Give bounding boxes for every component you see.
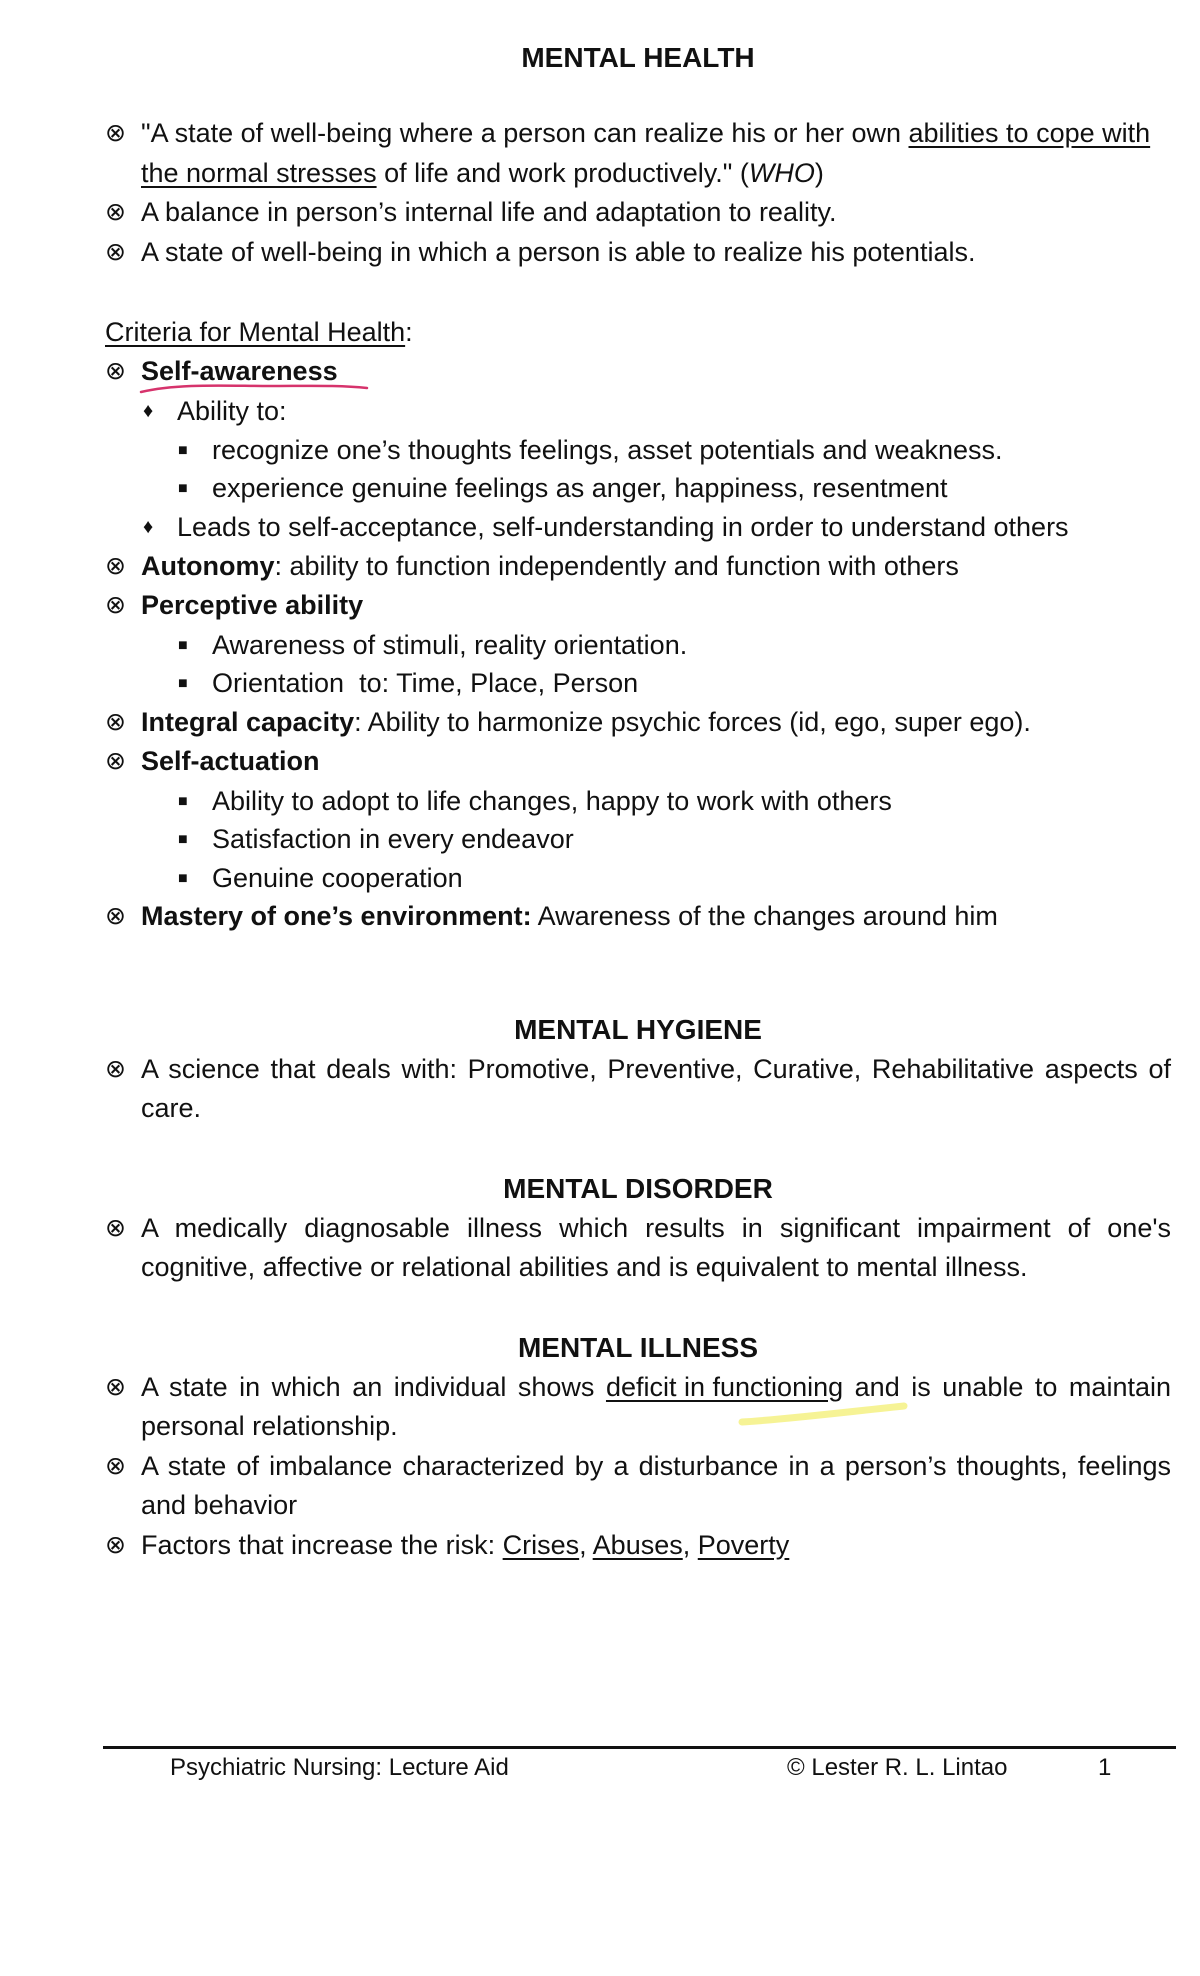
list-item: ■ Genuine cooperation [105, 859, 1171, 898]
mental-hygiene-definition: ⊗ A science that deals with: Promotive, Preventive, Curative, Rehabilitative aspects of care. [105, 1050, 1171, 1129]
list-item: ■ Satisfaction in every endeavor [105, 820, 1171, 859]
risk-factor: Abuses [592, 1529, 683, 1560]
document-page [105, 38, 1171, 1565]
square-bullet-icon: ■ [178, 636, 188, 654]
criterion-integral-capacity: ⊗ Integral capacity: Ability to harmonize psychic forces (id, ego, super ego). [105, 703, 1171, 743]
mental-illness-risk-factors: ⊗ Factors that increase the risk: Crises, Abuses, Poverty [105, 1526, 1171, 1566]
heading-mental-health: MENTAL HEALTH [521, 42, 755, 73]
square-bullet-icon: ■ [178, 675, 188, 692]
footer-rule [103, 1746, 1176, 1749]
circle-times-bullet-icon: ⊗ [105, 902, 126, 930]
footer-page-number: 1 [1098, 1754, 1112, 1781]
criterion-perceptive-ability: ⊗ Perceptive ability [105, 586, 1171, 626]
mental-health-definition-who: ⊗ "A state of well-being where a person can realize his or her own abilities to cope with the normal stresses of life and work productively." (WHO) [105, 114, 1171, 193]
criterion-self-awareness [105, 352, 1171, 392]
risk-factor: Crises [502, 1529, 580, 1560]
circle-times-bullet-icon: ⊗ [105, 119, 126, 147]
mental-illness-definition-deficit: ⊗ A state in which an individual shows deficit in functioning and is unable to maintain personal relationship. [105, 1368, 1171, 1447]
criterion-mastery: ⊗ Mastery of one’s environment: Awareness of the changes around him [105, 897, 1171, 937]
risk-factor: Poverty [697, 1529, 790, 1560]
mental-health-definition-balance: ⊗ A balance in person’s internal life and adaptation to reality. [105, 193, 1171, 233]
list-item: ■ Awareness of stimuli, reality orientation. [105, 626, 1171, 665]
circle-times-bullet-icon: ⊗ [105, 1451, 126, 1480]
heading-mental-disorder: MENTAL DISORDER [503, 1172, 773, 1204]
criterion-self-actuation: ⊗ Self-actuation [105, 742, 1171, 782]
mental-disorder-definition: ⊗ A medically diagnosable illness which results in significant impairment of one's cognitive, affective or relational abilities and is equivalent to mental illness. [105, 1209, 1171, 1288]
circle-times-bullet-icon: ⊗ [105, 707, 126, 736]
criterion-autonomy: ⊗ Autonomy: ability to function independently and function with others [105, 547, 1171, 587]
list-item: ■ Orientation to: Time, Place, Person [105, 664, 1171, 703]
square-bullet-icon: ■ [178, 480, 188, 497]
circle-times-bullet-icon: ⊗ [105, 237, 126, 266]
footer-course-title: Psychiatric Nursing: Lecture Aid [170, 1754, 509, 1781]
circle-times-bullet-icon: ⊗ [105, 551, 126, 580]
list-item: ■ Ability to adopt to life changes, happy to work with others [105, 782, 1171, 821]
circle-times-bullet-icon: ⊗ [105, 591, 126, 619]
yellow-highlighter-mark [738, 1396, 908, 1430]
heading-mental-illness: MENTAL ILLNESS [517, 1331, 759, 1363]
square-bullet-icon: ■ [178, 831, 188, 848]
circle-times-bullet-icon: ⊗ [105, 747, 126, 775]
diamond-bullet-icon: ♦ [143, 515, 154, 538]
footer-copyright: © Lester R. L. Lintao [787, 1754, 1008, 1781]
circle-times-bullet-icon: ⊗ [105, 1213, 126, 1242]
diamond-bullet-icon: ♦ [143, 399, 154, 422]
list-item: ■ recognize one’s thoughts feelings, asset potentials and weakness. [105, 431, 1171, 470]
circle-times-bullet-icon: ⊗ [105, 357, 126, 385]
mental-illness-definition-imbalance: ⊗ A state of imbalance characterized by a disturbance in a person’s thoughts, feelings and behavior [105, 1447, 1171, 1526]
mental-health-definition-potentials: ⊗ A state of well-being in which a person is able to realize his potentials. [105, 233, 1171, 273]
list-item: ■ experience genuine feelings as anger, happiness, resentment [105, 469, 1171, 508]
square-bullet-icon: ■ [178, 869, 188, 887]
circle-times-bullet-icon: ⊗ [105, 1054, 126, 1083]
criteria-title: Criteria for Mental Health: [105, 317, 413, 347]
heading-mental-hygiene: MENTAL HYGIENE [514, 1013, 762, 1045]
square-bullet-icon: ■ [178, 792, 188, 810]
square-bullet-icon: ■ [178, 441, 188, 459]
underlined-phrase: deficit in functioning [605, 1371, 844, 1402]
underlined-phrase: abilities to cope with the normal stresses [141, 118, 1151, 188]
circle-times-bullet-icon: ⊗ [105, 1530, 126, 1559]
self-awareness-ability-to: ♦ Ability to: [105, 392, 1171, 431]
self-awareness-label: Self-awareness [141, 356, 338, 386]
self-awareness-leads-to: ♦ Leads to self-acceptance, self-understanding in order to understand others [105, 508, 1171, 547]
circle-times-bullet-icon: ⊗ [105, 198, 126, 226]
who-citation: WHO [748, 157, 815, 188]
circle-times-bullet-icon: ⊗ [105, 1372, 126, 1401]
